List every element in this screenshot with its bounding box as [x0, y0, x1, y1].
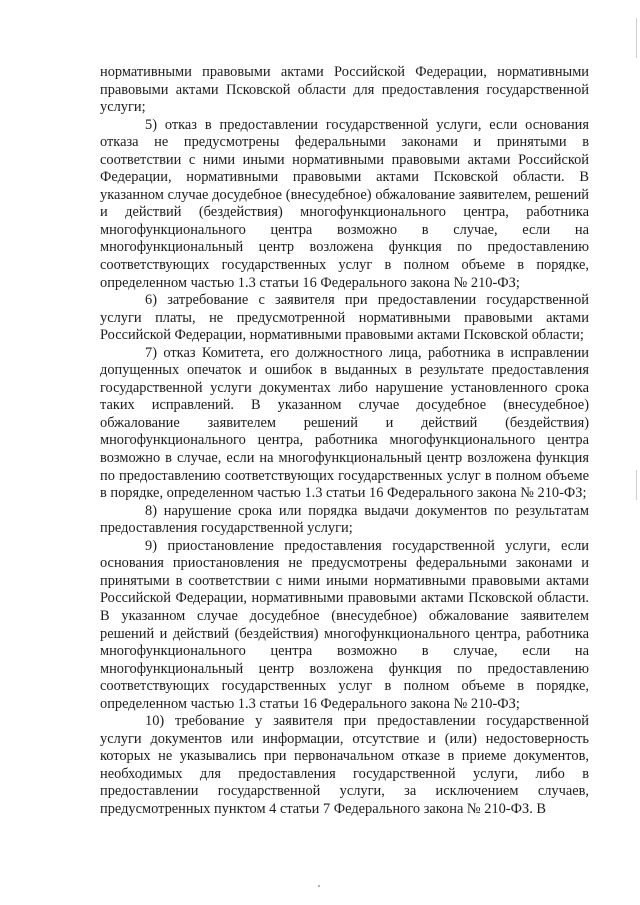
scan-margin-mark: [636, 18, 637, 58]
paragraph-item-6: 6) затребование с заявителя при предоставлении государственной услуги платы, не предусмотренной нормативными правовыми актами Российской Федерации, нормативными правовыми актами Псковской области;: [100, 292, 589, 344]
scan-speck: [318, 885, 320, 887]
paragraph-continuation: нормативными правовыми актами Российской Федерации, нормативными правовыми актами Псковской области для предоставления государственной услуги;: [100, 64, 589, 116]
scan-margin-mark: [636, 470, 637, 500]
paragraph-item-9: 9) приостановление предоставления государственной услуги, если основания приостановления не предусмотрены федеральными законами и принятыми в соответствии с ними иными нормативными правовыми актами Российской Федерации, нормативными правовыми актами Псковской области. В указанном случае досудебное (внесудебное) обжалование заявителем решений и действий (бездействия) многофункционального центра, работника многофункционального центра возможно в случае, если на многофункциональный центр возложена функция по предоставлению соответствующих государственных услуг в полном объеме в порядке, определенном частью 1.3 статьи 16 Федерального закона № 210-ФЗ;: [100, 537, 589, 712]
paragraph-item-5: 5) отказ в предоставлении государственной услуги, если основания отказа не предусмотрены федеральными законами и принятыми в соответствии с ними иными нормативными правовыми актами Российской Федерации, нормативными правовыми актами Псковской области. В указанном случае досудебное (внесудебное) обжалование заявителем, решений и действий (бездействия) многофункционального центра, работника многофункционального центра возможно в случае, если на многофункциональный центр возложена функция по предоставлению соответствующих государственных услуг в полном объеме в порядке, определенном частью 1.3 статьи 16 Федерального закона № 210-ФЗ;: [100, 116, 589, 291]
document-body: [100, 64, 589, 819]
paragraph-item-8: 8) нарушение срока или порядка выдачи документов по результатам предоставления государственной услуги;: [100, 502, 589, 537]
paragraph-item-7: 7) отказ Комитета, его должностного лица, работника в исправлении допущенных опечаток и ошибок в выданных в результате предоставления государственной услуги документах либо нарушение установленного срока таких исправлений. В указанном случае досудебное (внесудебное) обжалование заявителем решений и действий (бездействия) многофункционального центра, работника многофункционального центра возможно в случае, если на многофункциональный центр возложена функция по предоставлению соответствующих государственных услуг в полном объеме в порядке, определенном частью 1.3 статьи 16 Федерального закона № 210-ФЗ;: [100, 344, 589, 502]
paragraph-item-10: 10) требование у заявителя при предоставлении государственной услуги документов или информации, отсутствие и (или) недостоверность которых не указывались при первоначальном отказе в приеме документов, необходимых для предоставления государственной услуги, либо в предоставлении государственной услуги, за исключением случаев, предусмотренных пунктом 4 статьи 7 Федерального закона № 210-ФЗ. В: [100, 713, 589, 817]
